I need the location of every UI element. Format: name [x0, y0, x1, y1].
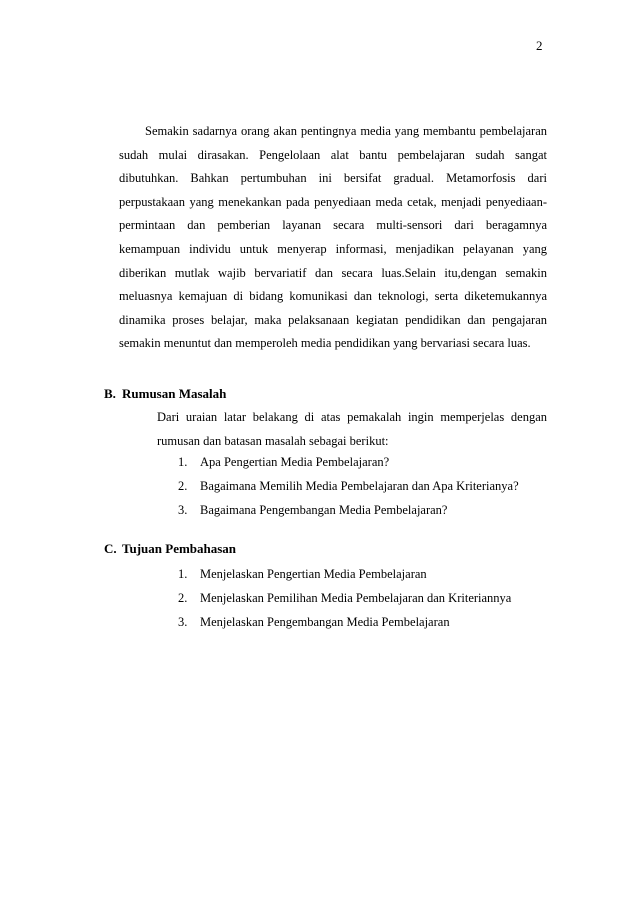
section-b-title: Rumusan Masalah	[122, 386, 227, 401]
list-item-number: 1.	[178, 455, 188, 469]
section-b-heading	[104, 386, 226, 402]
section-b-list	[178, 450, 519, 522]
section-b-letter: B.	[104, 386, 116, 401]
list-item-text: Menjelaskan Pemilihan Media Pembelajaran dan Kriteriannya	[200, 591, 512, 605]
list-item-number: 1.	[178, 567, 188, 581]
page-number: 2	[536, 38, 543, 53]
list-item-number: 2.	[178, 479, 188, 493]
list-item-number: 2.	[178, 591, 188, 605]
section-c-list	[178, 562, 511, 634]
section-c-title: Tujuan Pembahasan	[122, 541, 237, 556]
list-item	[178, 562, 511, 586]
list-item-number: 3.	[178, 503, 188, 517]
list-item-text: Menjelaskan Pengertian Media Pembelajaran	[200, 567, 427, 581]
section-b-intro: Dari uraian latar belakang di atas pemakalah ingin memperjelas dengan rumusan dan batasan masalah sebagai berikut:	[157, 410, 547, 448]
section-c-heading	[104, 541, 236, 557]
section-c-letter: C.	[104, 541, 117, 556]
list-item-number: 3.	[178, 615, 188, 629]
list-item-text: Menjelaskan Pengembangan Media Pembelajaran	[200, 615, 450, 629]
list-item-text: Bagaimana Pengembangan Media Pembelajaran?	[200, 503, 448, 517]
list-item	[178, 450, 519, 474]
list-item	[178, 498, 519, 522]
list-item-text: Bagaimana Memilih Media Pembelajaran dan Apa Kriterianya?	[200, 479, 519, 493]
list-item	[178, 610, 511, 634]
intro-paragraph: Semakin sadarnya orang akan pentingnya media yang membantu pembelajaran sudah mulai dirasakan. Pengelolaan alat bantu pembelajaran sudah sangat dibutuhkan. Bahkan pertumbuhan ini bersifat gradual. Metamorfosis dari perpustakaan yang menekankan pada penyediaan meda cetak, menjadi penyediaan-permintaan dan pemberian layanan secara multi-sensori dari beragamnya kemampuan individu untuk menyerap informasi, menjadikan pelayanan yang diberikan mutlak wajib bervariatif dan secara luas.Selain itu,dengan semakin meluasnya kemajuan di bidang komunikasi dan teknologi, serta diketemukannya dinamika proses belajar, maka pelaksanaan kegiatan pendidikan dan pengajaran semakin menuntut dan memperoleh media pendidikan yang bervariasi secara luas.	[119, 124, 547, 351]
list-item	[178, 474, 519, 498]
list-item	[178, 586, 511, 610]
list-item-text: Apa Pengertian Media Pembelajaran?	[200, 455, 390, 469]
